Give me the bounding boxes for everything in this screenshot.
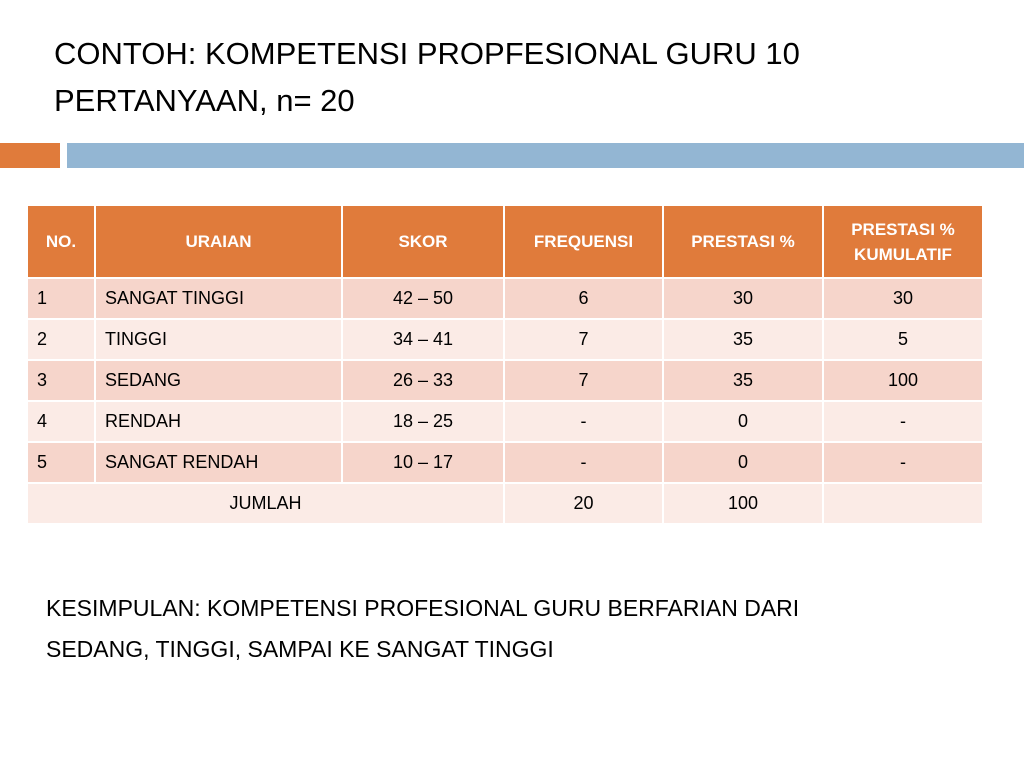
cell-no: 1 [27, 278, 95, 319]
table-header-row [27, 205, 983, 278]
table-row [27, 319, 983, 360]
header-prestasi: PRESTASI % [663, 205, 823, 278]
cell-no: 5 [27, 442, 95, 483]
slide-title-line-1: CONTOH: KOMPETENSI PROPFESIONAL GURU 10 [54, 36, 800, 71]
cell-no: 4 [27, 401, 95, 442]
cell-prestasi: 30 [663, 278, 823, 319]
cell-uraian: SANGAT RENDAH [95, 442, 342, 483]
cell-frequensi: 6 [504, 278, 663, 319]
cell-kumulatif: - [823, 442, 983, 483]
cell-skor: 18 – 25 [342, 401, 504, 442]
score-table [26, 204, 984, 525]
cell-no: 2 [27, 319, 95, 360]
table-row [27, 401, 983, 442]
header-kumulatif-line-1: PRESTASI % [851, 219, 955, 239]
cell-kumulatif: 30 [823, 278, 983, 319]
header-uraian: URAIAN [95, 205, 342, 278]
cell-kumulatif: - [823, 401, 983, 442]
cell-total-frequensi: 20 [504, 483, 663, 524]
cell-uraian: SEDANG [95, 360, 342, 401]
header-skor: SKOR [342, 205, 504, 278]
cell-total-label: JUMLAH [27, 483, 504, 524]
cell-frequensi: - [504, 401, 663, 442]
cell-skor: 26 – 33 [342, 360, 504, 401]
table-row [27, 360, 983, 401]
conclusion-line-2: SEDANG, TINGGI, SAMPAI KE SANGAT TINGGI [46, 636, 554, 662]
cell-no: 3 [27, 360, 95, 401]
cell-frequensi: 7 [504, 360, 663, 401]
cell-prestasi: 35 [663, 319, 823, 360]
cell-uraian: RENDAH [95, 401, 342, 442]
header-no: NO. [27, 205, 95, 278]
cell-prestasi: 35 [663, 360, 823, 401]
cell-skor: 34 – 41 [342, 319, 504, 360]
header-frequensi: FREQUENSI [504, 205, 663, 278]
cell-kumulatif: 5 [823, 319, 983, 360]
header-prestasi-kumulatif [823, 205, 983, 278]
cell-prestasi: 0 [663, 442, 823, 483]
score-table-container [26, 204, 982, 525]
blue-accent-bar [67, 143, 1024, 168]
slide-title [54, 30, 954, 124]
cell-prestasi: 0 [663, 401, 823, 442]
table-row [27, 278, 983, 319]
cell-uraian: TINGGI [95, 319, 342, 360]
cell-total-prestasi: 100 [663, 483, 823, 524]
table-total-row [27, 483, 983, 524]
orange-accent-block [0, 143, 60, 168]
header-kumulatif-line-2: KUMULATIF [854, 244, 952, 264]
cell-uraian: SANGAT TINGGI [95, 278, 342, 319]
conclusion-line-1: KESIMPULAN: KOMPETENSI PROFESIONAL GURU BERFARIAN DARI [46, 595, 800, 621]
cell-frequensi: - [504, 442, 663, 483]
conclusion-text [46, 588, 986, 670]
slide-title-line-2: PERTANYAAN, n= 20 [54, 83, 355, 118]
cell-skor: 10 – 17 [342, 442, 504, 483]
table-row [27, 442, 983, 483]
cell-total-kumulatif [823, 483, 983, 524]
cell-frequensi: 7 [504, 319, 663, 360]
cell-kumulatif: 100 [823, 360, 983, 401]
cell-skor: 42 – 50 [342, 278, 504, 319]
